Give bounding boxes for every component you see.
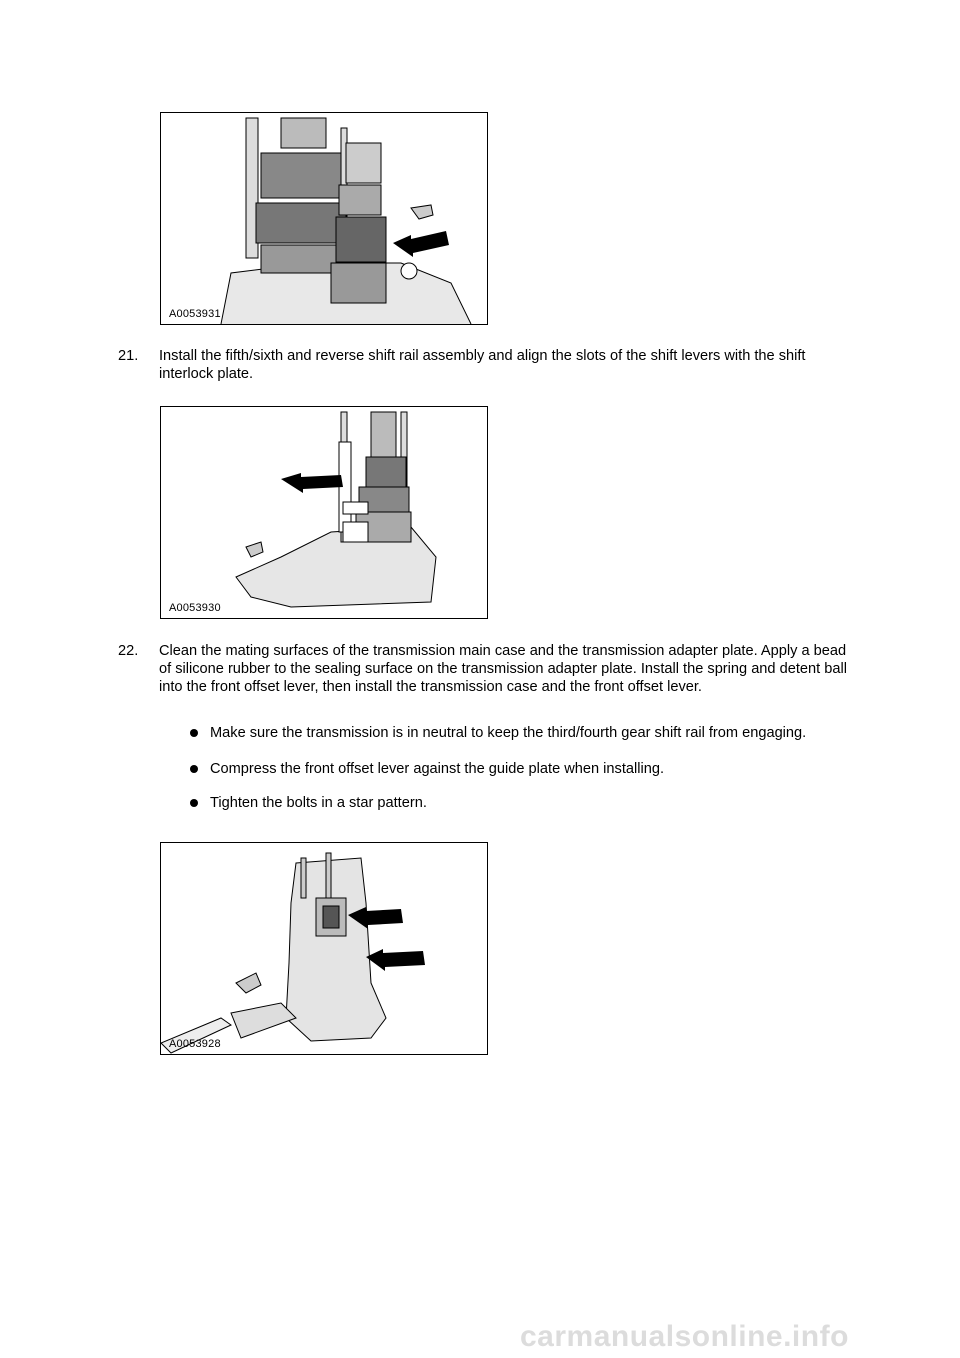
bullet-icon (190, 799, 198, 807)
step-22 (118, 642, 858, 696)
bullet-icon (190, 729, 198, 737)
figure-id: A0053928 (169, 1038, 221, 1050)
bullet-icon (190, 765, 198, 773)
step-21 (118, 347, 858, 383)
bullet-item: Make sure the transmission is in neutral to keep the third/fourth gear shift rail from engaging. (190, 722, 810, 744)
step-number: 21. (118, 348, 139, 364)
step-text: Clean the mating surfaces of the transmission main case and the transmission adapter plate. Apply a bead of silicone rubber to the sealing surface on the transmission adapter plate. Install the spring and detent ball into the front offset lever, then install the transmission case and the front offset lever. (159, 643, 847, 695)
bullet-item: Tighten the bolts in a star pattern. (190, 792, 850, 814)
gear-cluster-illustration (161, 113, 487, 324)
watermark: carmanualsonline.info (520, 1320, 849, 1353)
shift-rail-illustration (161, 407, 487, 618)
bullet-item: Compress the front offset lever against the guide plate when installing. (190, 758, 850, 780)
figure-gear-cluster (160, 112, 488, 325)
step-text: Install the fifth/sixth and reverse shift rail assembly and align the slots of the shift levers with the shift interlock plate. (159, 348, 806, 382)
step-number: 22. (118, 643, 139, 659)
figure-id: A0053931 (169, 308, 221, 320)
figure-transmission-case (160, 842, 488, 1055)
figure-id: A0053930 (169, 602, 221, 614)
transmission-case-illustration (161, 843, 487, 1054)
bullet-list (190, 722, 850, 814)
figure-shift-rail (160, 406, 488, 619)
